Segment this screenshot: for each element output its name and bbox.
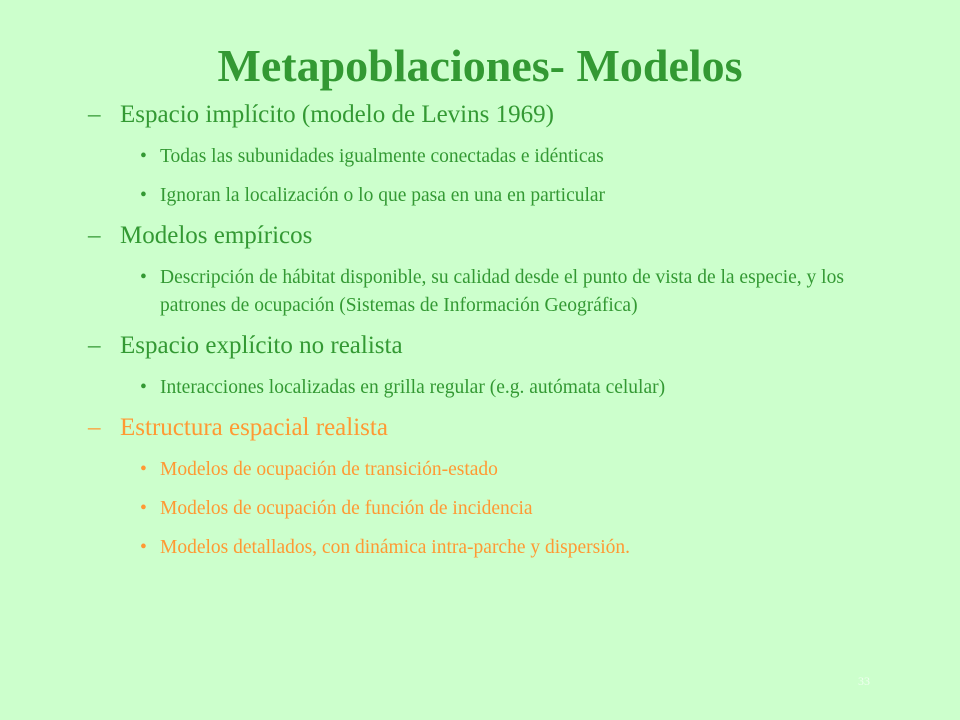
- section-heading-modelos-empiricos: [88, 221, 888, 251]
- slide-number: 33: [858, 674, 870, 688]
- section-heading-text: Estructura espacial realista: [120, 414, 388, 441]
- bullet-item: [88, 374, 888, 402]
- bullet-item: [88, 143, 888, 171]
- section-heading-espacio-implicito: [88, 100, 888, 130]
- bullet-item: [88, 182, 888, 210]
- section-heading-text: Espacio implícito (modelo de Levins 1969): [120, 101, 554, 128]
- section-heading-text: Espacio explícito no realista: [120, 332, 403, 359]
- bullet-text: Modelos de ocupación de transición-estado: [160, 459, 498, 480]
- bullet-item: [88, 495, 888, 523]
- slide-content: [88, 100, 888, 573]
- bullet-text: Ignoran la localización o lo que pasa en una en particular: [160, 185, 606, 206]
- section-heading-estructura-realista: [88, 413, 888, 443]
- bullet-text: Modelos detallados, con dinámica intra-parche y dispersión.: [160, 537, 631, 558]
- section-heading-text: Modelos empíricos: [120, 222, 313, 249]
- bullet-marker: •: [140, 537, 147, 558]
- bullet-marker: •: [140, 459, 147, 480]
- dash-marker: –: [88, 101, 101, 128]
- bullet-item: [88, 264, 888, 320]
- dash-marker: –: [88, 332, 101, 359]
- bullet-marker: •: [140, 185, 147, 206]
- bullet-marker: •: [140, 498, 147, 519]
- dash-marker: –: [88, 414, 101, 441]
- bullet-item: [88, 456, 888, 484]
- slide-title: Metapoblaciones- Modelos: [217, 40, 743, 91]
- bullet-marker: •: [140, 377, 147, 398]
- bullet-text: Interacciones localizadas en grilla regular (e.g. autómata celular): [160, 377, 666, 398]
- bullet-text: Todas las subunidades igualmente conectadas e idénticas: [160, 146, 604, 167]
- bullet-text: Descripción de hábitat disponible, su calidad desde el punto de vista de la especie, y los patrones de ocupación (Sistemas de Información Geográfica): [160, 267, 844, 316]
- bullet-item: [88, 534, 888, 562]
- bullet-marker: •: [140, 267, 147, 288]
- section-heading-espacio-explicito: [88, 331, 888, 361]
- dash-marker: –: [88, 222, 101, 249]
- bullet-text: Modelos de ocupación de función de incidencia: [160, 498, 533, 519]
- bullet-marker: •: [140, 146, 147, 167]
